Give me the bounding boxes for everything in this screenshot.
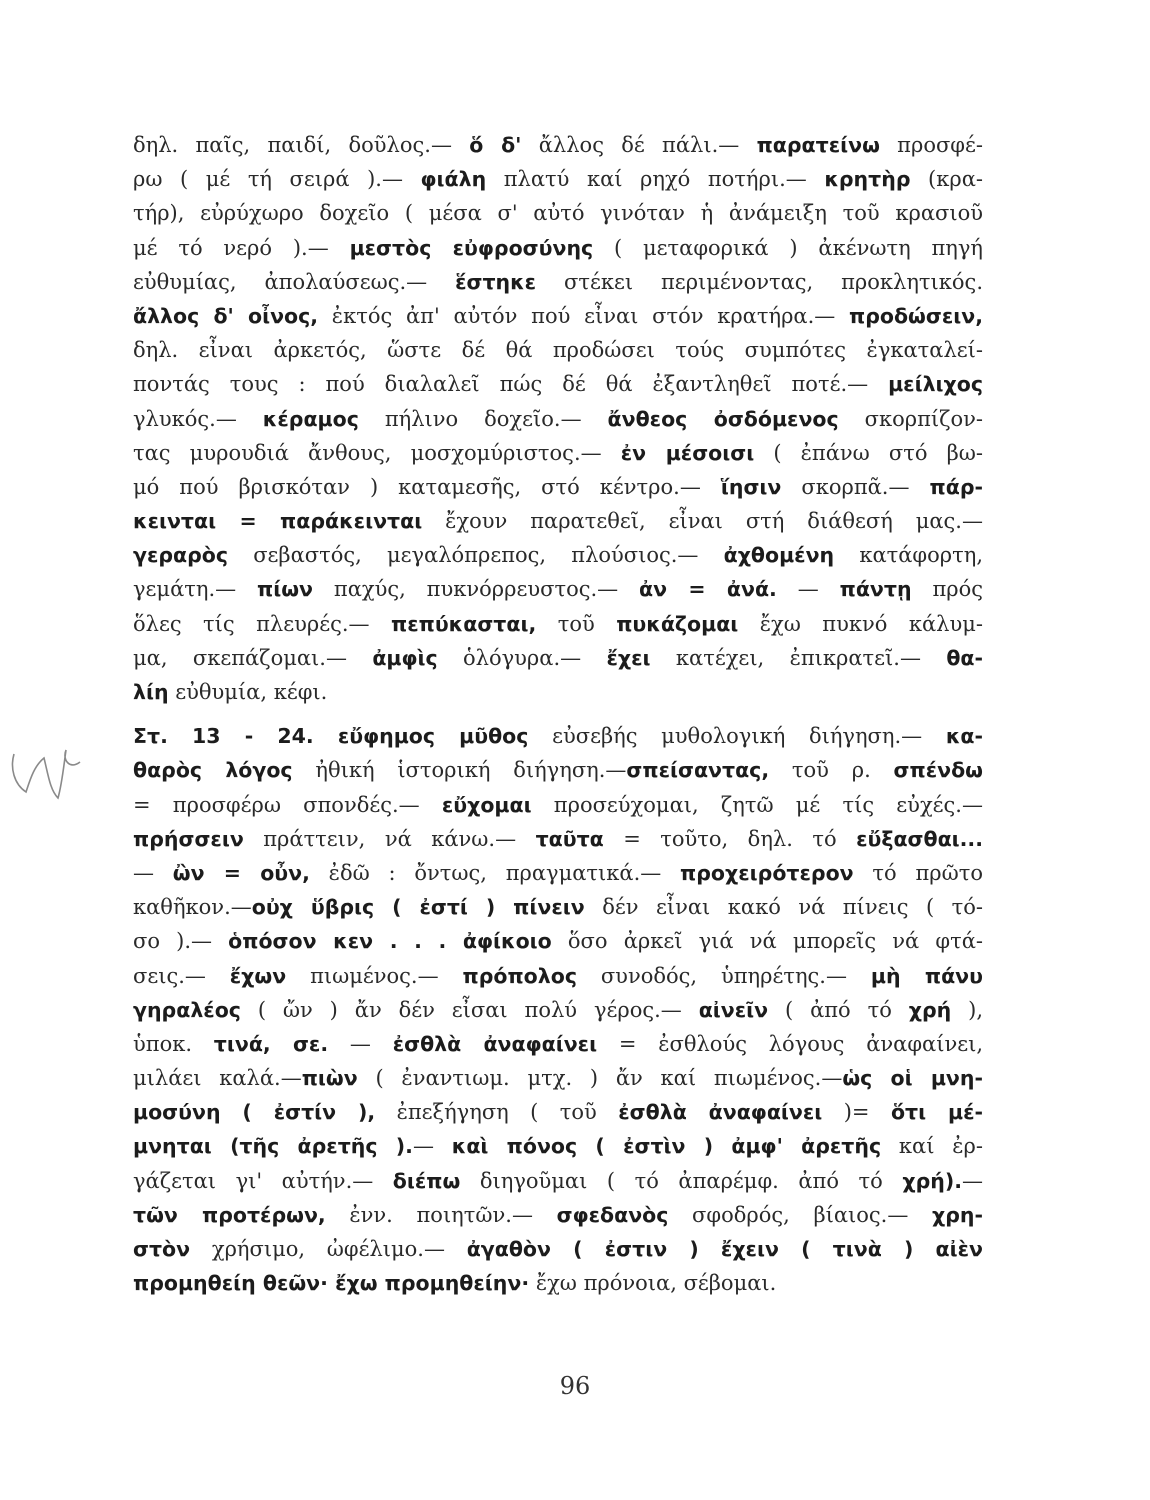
text-line [133,572,983,606]
glossed-term: αἰνεῖν [698,997,769,1022]
gloss-text: σκορπᾶ.— [781,474,930,499]
text-line [133,128,983,162]
gloss-text: ποντάς τους : πού διαλαλεῖ πώς δέ θά ἐξαντληθεῖ ποτέ.— [133,372,889,397]
gloss-text: καί ἐρ- [881,1134,983,1159]
text-line [133,1266,983,1300]
glossed-term: μεστὸς εὐφροσύνης [349,235,594,260]
text-line [133,265,983,299]
glossed-term: εὔξασθαι... [856,826,983,851]
gloss-text: ὅλες τίς πλευρές.— [133,611,391,636]
glossed-term: ἀν = ἀνά. [639,577,777,602]
glossed-term: σπένδω [893,758,983,783]
text-line [133,993,983,1027]
text-line [133,436,983,470]
gloss-text: πλατύ καί ρηχό ποτήρι.— [486,167,825,192]
glossed-term: τινά, σε. [213,1031,329,1056]
gloss-text: μα, σκεπάζομαι.— [133,645,373,670]
gloss-text: τας μυρουδιά ἄνθους, μοσχομύριστος.— [133,440,621,465]
text-line [133,231,983,265]
gloss-text: ἔχω πυκνό κάλυμ- [738,611,983,636]
glossed-term: μὴ πάνυ [870,963,983,988]
glossed-term: εὔχομαι [441,792,532,817]
text-line [133,196,983,230]
gloss-text: πήλινο δοχεῖο.— [358,406,608,431]
gloss-text: συνοδός, ὑπηρέτης.— [576,963,871,988]
gloss-text: ἐκτός ἀπ' αὐτόν πού εἶναι στόν κρατήρα.— [318,303,849,328]
text-line [133,162,983,196]
glossed-term: ἵησιν [720,474,782,499]
gloss-text: ἐδῶ : ὄντως, πραγματικά.— [309,860,681,885]
glossed-term: καὶ πόνος ( ἐστὶν ) ἀμφ' ἀρετῆς [451,1134,882,1159]
gloss-text: ), [951,997,983,1022]
gloss-text: προσφέ- [879,133,983,157]
text-line [133,924,983,958]
glossed-term: ἐσθλὰ ἀναφαίνει [392,1031,598,1056]
glossed-term: σπείσαντας, [626,758,770,783]
gloss-text: πιωμένος.— [286,963,463,988]
text-line [133,959,983,993]
commentary-text [133,128,983,1300]
gloss-text: = προσφέρω σπονδές.— [133,792,442,817]
gloss-text: χρήσιμο, ὠφέλιμο.— [190,1237,467,1261]
text-line [133,788,983,822]
gloss-text: δηλ. παῖς, παιδί, δοῦλος.— [133,133,470,157]
handwritten-pencil-mark [4,740,89,810]
gloss-text: εὐθυμία, κέφι. [168,680,328,704]
text-line [133,367,983,401]
glossed-term: διέπω [392,1168,461,1193]
gloss-text: δηλ. εἶναι ἀρκετός, ὥστε δέ θά προδώσει τούς συμπότες ἐγκαταλεί- [133,338,983,363]
glossed-term: πιὼν [301,1066,358,1091]
glossed-term: παρατείνω [756,133,880,157]
glossed-term: πεπύκασται, [391,611,537,636]
glossed-term: μνηται (τῆς ἀρετῆς ). [133,1134,413,1159]
glossed-term: πυκάζομαι [616,611,739,636]
glossed-term: ἀχθομένη [723,543,835,568]
gloss-text: προσεύχομαι, ζητῶ μέ τίς εὐχές.— [531,792,983,817]
glossed-term: πρόπολος [462,963,577,988]
glossed-term: ὁπόσον κεν . . . ἀφίκοιο [228,929,552,954]
glossed-term: ἐσθλὰ ἀναφαίνει [618,1100,823,1125]
glossed-term: σφεδανὸς [556,1202,669,1227]
gloss-text: γεμάτη.— [133,577,258,602]
text-line [133,822,983,856]
gloss-text: μιλάει καλά.— [133,1066,302,1091]
text-line [133,753,983,787]
gloss-text: μό πού βρισκόταν ) καταμεσῆς, στό κέντρο.— [133,474,721,499]
glossed-term: ἔχων [229,963,287,988]
text-line [133,402,983,436]
glossed-term: πίων [257,577,314,602]
gloss-text: σεβαστός, μεγαλόπρεπος, πλούσιος.— [228,543,724,568]
glossed-term: θα- [946,645,983,670]
glossed-term: κα- [945,724,983,749]
text-line [133,607,983,641]
gloss-text: ἔχουν παρατεθεῖ, εἶναι στή διάθεσή μας.— [422,509,983,534]
glossed-term: κρητὴρ [824,167,911,192]
gloss-text: ( ὤν ) ἄν δέν εἶσαι πολύ γέρος.— [240,997,699,1022]
text-line [133,1095,983,1129]
page-number: 96 [559,1372,591,1400]
glossed-term: τῶν προτέρων, [133,1202,326,1227]
gloss-text: — [328,1031,393,1056]
gloss-text: ἐπεξήγηση ( τοῦ [375,1100,619,1125]
gloss-text: σφοδρός, βίαιος.— [668,1202,932,1227]
glossed-term: χρή [908,997,952,1022]
gloss-text: ( ἐπάνω στό βω- [754,440,983,465]
gloss-text: σο ).— [133,929,229,954]
glossed-term: ἄνθεος ὀσδόμενος [607,406,839,431]
gloss-text: (κρα- [910,167,983,192]
glossed-term: λίη [133,680,169,704]
glossed-term: θαρὸς λόγος [133,758,293,783]
text-line [133,470,983,504]
glossed-term: μοσύνη ( ἐστίν ), [133,1100,376,1125]
gloss-text: παχύς, πυκνόρρευστος.— [313,577,640,602]
text-line [133,333,983,367]
text-line [133,1061,983,1095]
gloss-text: σεις.— [133,963,230,988]
gloss-text: εὐσεβής μυθολογική διήγηση.— [528,724,946,749]
gloss-text: τήρ), εὐρύχωρο δοχεῖο ( μέσα σ' αὐτό γινόταν ἡ ἀνάμειξη τοῦ κρασιοῦ [133,201,983,226]
glossed-term: ὡς οἱ μνη- [842,1066,983,1091]
glossed-term: ταῦτα [535,826,604,851]
text-line [133,504,983,538]
glossed-term: κέραμος [262,406,359,431]
text-line [133,719,983,753]
glossed-term: χρή). [902,1168,962,1193]
glossed-term: πάντῃ [839,577,912,602]
text-line [133,856,983,890]
glossed-term: προμηθείη θεῶν· ἔχω προμηθείην· [133,1271,530,1296]
gloss-text: καθῆκον.— [133,895,252,920]
gloss-text: διηγοῦμαι ( τό ἀπαρέμφ. ἀπό τό [460,1168,903,1193]
gloss-text: ἠθική ἱστορική διήγηση.— [292,758,627,783]
gloss-text: γλυκός.— [133,406,263,431]
gloss-text: σκορπίζον- [838,406,983,431]
glossed-term: ἄλλος δ' οἶνος, [133,303,319,328]
gloss-text: τοῦ ρ. [769,758,894,783]
glossed-term: γηραλέος [133,997,241,1022]
text-line [133,1198,983,1232]
gloss-text: ἔχω πρόνοια, σέβομαι. [529,1271,777,1296]
glossed-term: ἀγαθὸν ( ἐστιν ) ἔχειν ( τινὰ ) αἰὲν [466,1237,983,1261]
text-line [133,675,983,709]
glossed-term: Στ. 13 - 24. εὔφημος μῦθος [133,724,529,749]
gloss-text: — [962,1168,983,1193]
text-line [133,1232,983,1266]
gloss-text: τοῦ [536,611,617,636]
gloss-text: πράττειν, νά κάνω.— [243,826,536,851]
gloss-text: ὑποκ. [133,1031,214,1056]
gloss-text: ρω ( μέ τή σειρά ).— [133,167,421,192]
gloss-text: ὅσο ἀρκεῖ γιά νά μπορεῖς νά φτά- [551,929,983,954]
glossed-term: ὅ δ' [469,133,522,157]
glossed-term: ὢν = οὖν, [172,860,310,885]
text-line [133,1027,983,1061]
glossed-term: στὸν [133,1237,191,1261]
glossed-term: οὐχ ὕβρις ( ἐστί ) πίνειν [251,895,585,920]
gloss-text: γάζεται γι' αὐτήν.— [133,1168,393,1193]
text-line [133,1164,983,1198]
gloss-text: ( ἐναντιωμ. μτχ. ) ἄν καί πιωμένος.— [357,1066,843,1091]
gloss-text: — [133,860,173,885]
gloss-text: ( ἀπό τό [768,997,909,1022]
glossed-term: ὅτι μέ- [890,1100,983,1125]
gloss-text: κατέχει, ἐπικρατεῖ.— [650,645,947,670]
glossed-term: κεινται = παράκεινται [133,509,423,534]
gloss-text: ὁλόγυρα.— [437,645,607,670]
glossed-term: ἕστηκε [455,269,537,294]
text-line [133,538,983,572]
gloss-text: πρός [911,577,983,602]
gloss-text: — [776,577,840,602]
glossed-term: προδώσειν, [849,303,983,328]
gloss-text: δέν εἶναι κακό νά πίνεις ( τό- [584,895,983,920]
text-line [133,890,983,924]
glossed-term: γεραρὸς [133,543,229,568]
gloss-text: εὐθυμίας, ἀπολαύσεως.— [133,269,456,294]
glossed-term: πρήσσειν [133,826,244,851]
glossed-term: προχειρότερον [680,860,854,885]
glossed-term: ἀμφὶς [372,645,438,670]
gloss-text: στέκει περιμένοντας, προκλητικός. [536,269,983,294]
gloss-text: μέ τό νερό ).— [133,235,350,260]
glossed-term: μείλιχος [888,372,983,397]
gloss-text: τό πρῶτο [853,860,983,885]
glossed-term: φιάλη [420,167,487,192]
gloss-text: = ἐσθλούς λόγους ἀναφαίνει, [597,1031,983,1056]
text-line [133,641,983,675]
text-line [133,299,983,333]
gloss-text: = τοῦτο, δηλ. τό [603,826,857,851]
gloss-text: κατάφορτη, [834,543,983,568]
gloss-text: ἄλλος δέ πάλι.— [521,133,757,157]
glossed-term: χρη- [932,1202,983,1227]
glossed-term: ἐν μέσοισι [620,440,755,465]
text-line [133,1129,983,1163]
gloss-text: ( μεταφορικά ) ἀκένωτη πηγή [593,235,983,260]
glossed-term: πάρ- [929,474,983,499]
gloss-text: — [412,1134,452,1159]
glossed-term: ἔχει [606,645,651,670]
gloss-text: ἐνν. ποιητῶν.— [325,1202,557,1227]
gloss-text: )= [822,1100,891,1125]
